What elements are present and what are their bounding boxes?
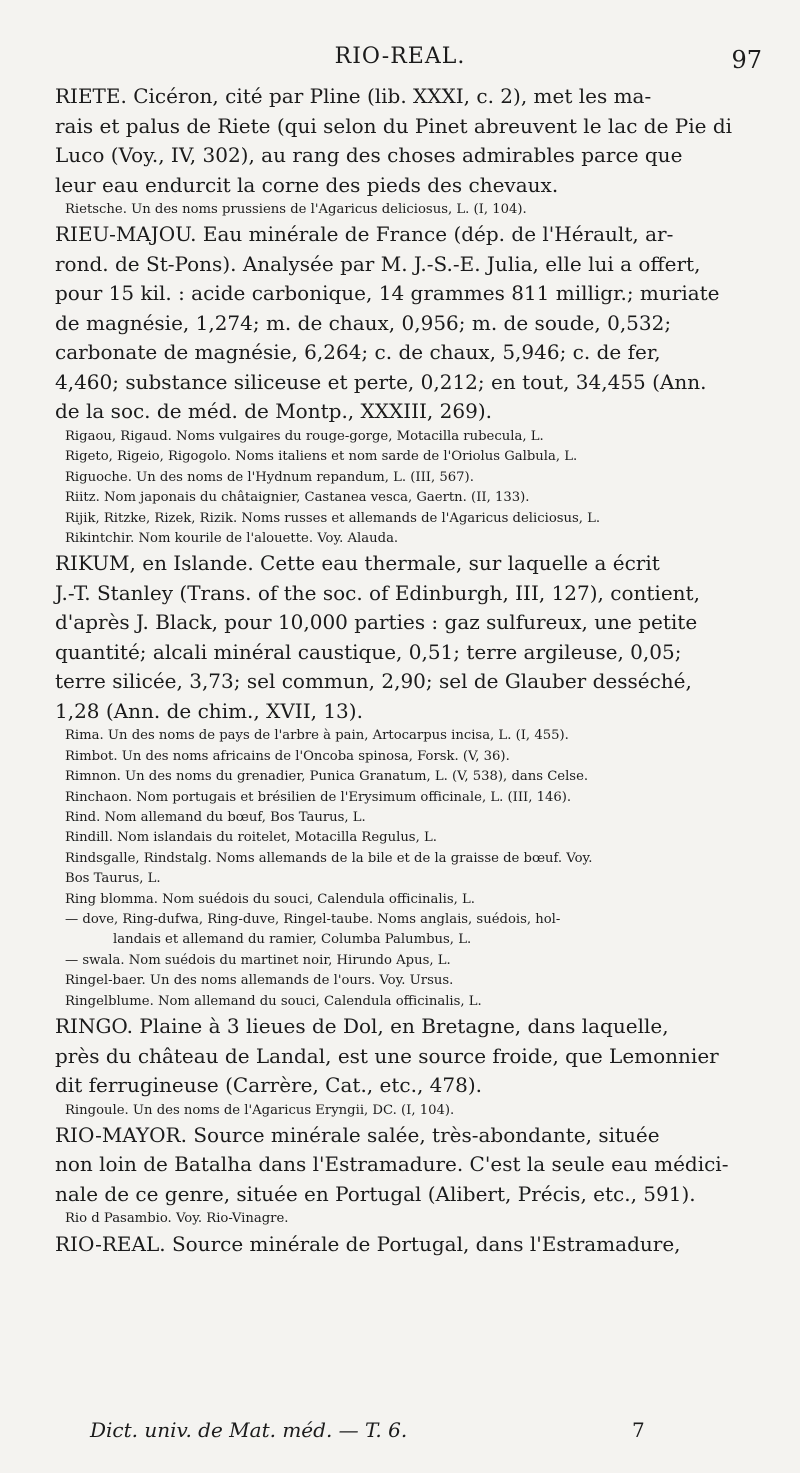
minor-entry-line: — swala. Nom suédois du martinet noir, Hirundo Apus, L. (65, 952, 451, 968)
entry-line: RIEU-MAJOU. Eau minérale de France (dép. de l'Hérault, ar- (55, 222, 674, 247)
minor-entry-line: Ring blomma. Nom suédois du souci, Calendula officinalis, L. (65, 891, 475, 907)
entry-line: RIKUM, en Islande. Cette eau thermale, sur laquelle a écrit (55, 551, 660, 576)
entry-line: de magnésie, 1,274; m. de chaux, 0,956; m. de soude, 0,532; (55, 310, 672, 335)
entry-line: RIETE. Cicéron, cité par Pline (lib. XXXI, c. 2), met les ma- (55, 84, 652, 108)
minor-entry-line: Rind. Nom allemand du bœuf, Bos Taurus, L. (65, 809, 366, 825)
volume-signature: Dict. univ. de Mat. méd. — T. 6. (90, 1418, 408, 1442)
minor-entry-line: Riguoche. Un des noms de l'Hydnum repandum, L. (III, 567). (65, 469, 474, 485)
minor-entry-line: Rima. Un des noms de pays de l'arbre à pain, Artocarpus incisa, L. (I, 455). (65, 728, 569, 744)
entry-line: RIO-REAL. Source minérale de Portugal, dans l'Estramadure, (55, 1231, 681, 1256)
minor-entry-line: Riitz. Nom japonais du châtaignier, Castanea vesca, Gaertn. (II, 133). (65, 490, 530, 506)
entry-line: d'après J. Black, pour 10,000 parties : gaz sulfureux, une petite (55, 610, 698, 635)
minor-entry-line: Rijik, Ritzke, Rizek, Rizik. Noms russes et allemands de l'Agaricus deliciosus, L. (65, 510, 601, 526)
entry-line: dit ferrugineuse (Carrère, Cat., etc., 478). (55, 1073, 483, 1098)
minor-entry-line: Rikintchir. Nom kourile de l'alouette. Voy. Alauda. (65, 530, 399, 546)
page-number: 97 (731, 46, 762, 74)
entry-line: rond. de St-Pons). Analysée par M. J.-S.-E. Julia, elle lui a offert, (55, 251, 701, 276)
entry-line: carbonate de magnésie, 6,264; c. de chaux, 5,946; c. de fer, (55, 340, 661, 365)
minor-entry-line: Ringelblume. Nom allemand du souci, Calendula officinalis, L. (65, 993, 482, 1009)
minor-entry-line: Rigaou, Rigaud. Noms vulgaires du rouge-gorge, Motacilla rubecula, L. (65, 428, 544, 444)
minor-entry-line: Rietsche. Un des noms prussiens de l'Agaricus deliciosus, L. (I, 104). (65, 202, 527, 217)
minor-entry-line: Bos Taurus, L. (65, 871, 161, 887)
minor-entry-line: Ringel-baer. Un des noms allemands de l'ours. Voy. Ursus. (65, 973, 454, 989)
entry-line: RINGO. Plaine à 3 lieues de Dol, en Bretagne, dans laquelle, (55, 1014, 669, 1039)
page-header (0, 44, 800, 80)
entry-line: pour 15 kil. : acide carbonique, 14 grammes 811 milligr.; muriate (55, 281, 720, 306)
entry-line: de la soc. de méd. de Montp., XXXIII, 269). (55, 399, 492, 424)
running-title: RIO-REAL. (334, 44, 466, 69)
minor-entry-line: Ringoule. Un des noms de l'Agaricus Eryngii, DC. (I, 104). (65, 1102, 455, 1118)
minor-entry-line: Rindsgalle, Rindstalg. Noms allemands de la bile et de la graisse de bœuf. Voy. (65, 850, 593, 866)
entry-line: RIO-MAYOR. Source minérale salée, très-abondante, située (55, 1122, 660, 1147)
entry-line: leur eau endurcit la corne des pieds des chevaux. (55, 172, 559, 197)
minor-entry-line: landais et allemand du ramier, Columba Palumbus, L. (113, 932, 472, 948)
entry-line: 4,460; substance siliceuse et perte, 0,212; en tout, 34,455 (Ann. (55, 369, 707, 394)
minor-entry-line: Rimbot. Un des noms africains de l'Oncoba spinosa, Forsk. (V, 36). (65, 748, 510, 764)
entry-line: 1,28 (Ann. de chim., XVII, 13). (55, 698, 363, 723)
entry-line: nale de ce genre, située en Portugal (Alibert, Précis, etc., 591). (55, 1181, 696, 1206)
signature-mark: 7 (632, 1418, 645, 1442)
page-footer (0, 1418, 800, 1458)
entry-line: quantité; alcali minéral caustique, 0,51; terre argileuse, 0,05; (55, 639, 682, 664)
dictionary-body (55, 82, 767, 1259)
minor-entry-line: Rinchaon. Nom portugais et brésilien de l'Erysimum officinale, L. (III, 146). (65, 789, 572, 805)
minor-entry-line: Rimnon. Un des noms du grenadier, Punica Granatum, L. (V, 538), dans Celse. (65, 769, 589, 785)
minor-entry-line: — dove, Ring-dufwa, Ring-duve, Ringel-taube. Noms anglais, suédois, hol- (65, 912, 561, 927)
minor-entry-line: Rindill. Nom islandais du roitelet, Motacilla Regulus, L. (65, 830, 437, 846)
entry-line: Luco (Voy., IV, 302), au rang des choses admirables parce que (55, 143, 683, 167)
entry-line: J.-T. Stanley (Trans. of the soc. of Edinburgh, III, 127), contient, (55, 580, 700, 605)
entry-line: rais et palus de Riete (qui selon du Pinet abreuvent le lac de Pie di (55, 113, 733, 138)
minor-entry-line: Rio d Pasambio. Voy. Rio-Vinagre. (65, 1211, 289, 1227)
entry-line: terre silicée, 3,73; sel commun, 2,90; sel de Glauber desséché, (55, 669, 692, 694)
minor-entry-line: Rigeto, Rigeio, Rigogolo. Noms italiens et nom sarde de l'Oriolus Galbula, L. (65, 449, 578, 465)
entry-line: non loin de Batalha dans l'Estramadure. C'est la seule eau médici- (55, 1152, 729, 1177)
entry-line: près du château de Landal, est une source froide, que Lemonnier (55, 1043, 719, 1068)
